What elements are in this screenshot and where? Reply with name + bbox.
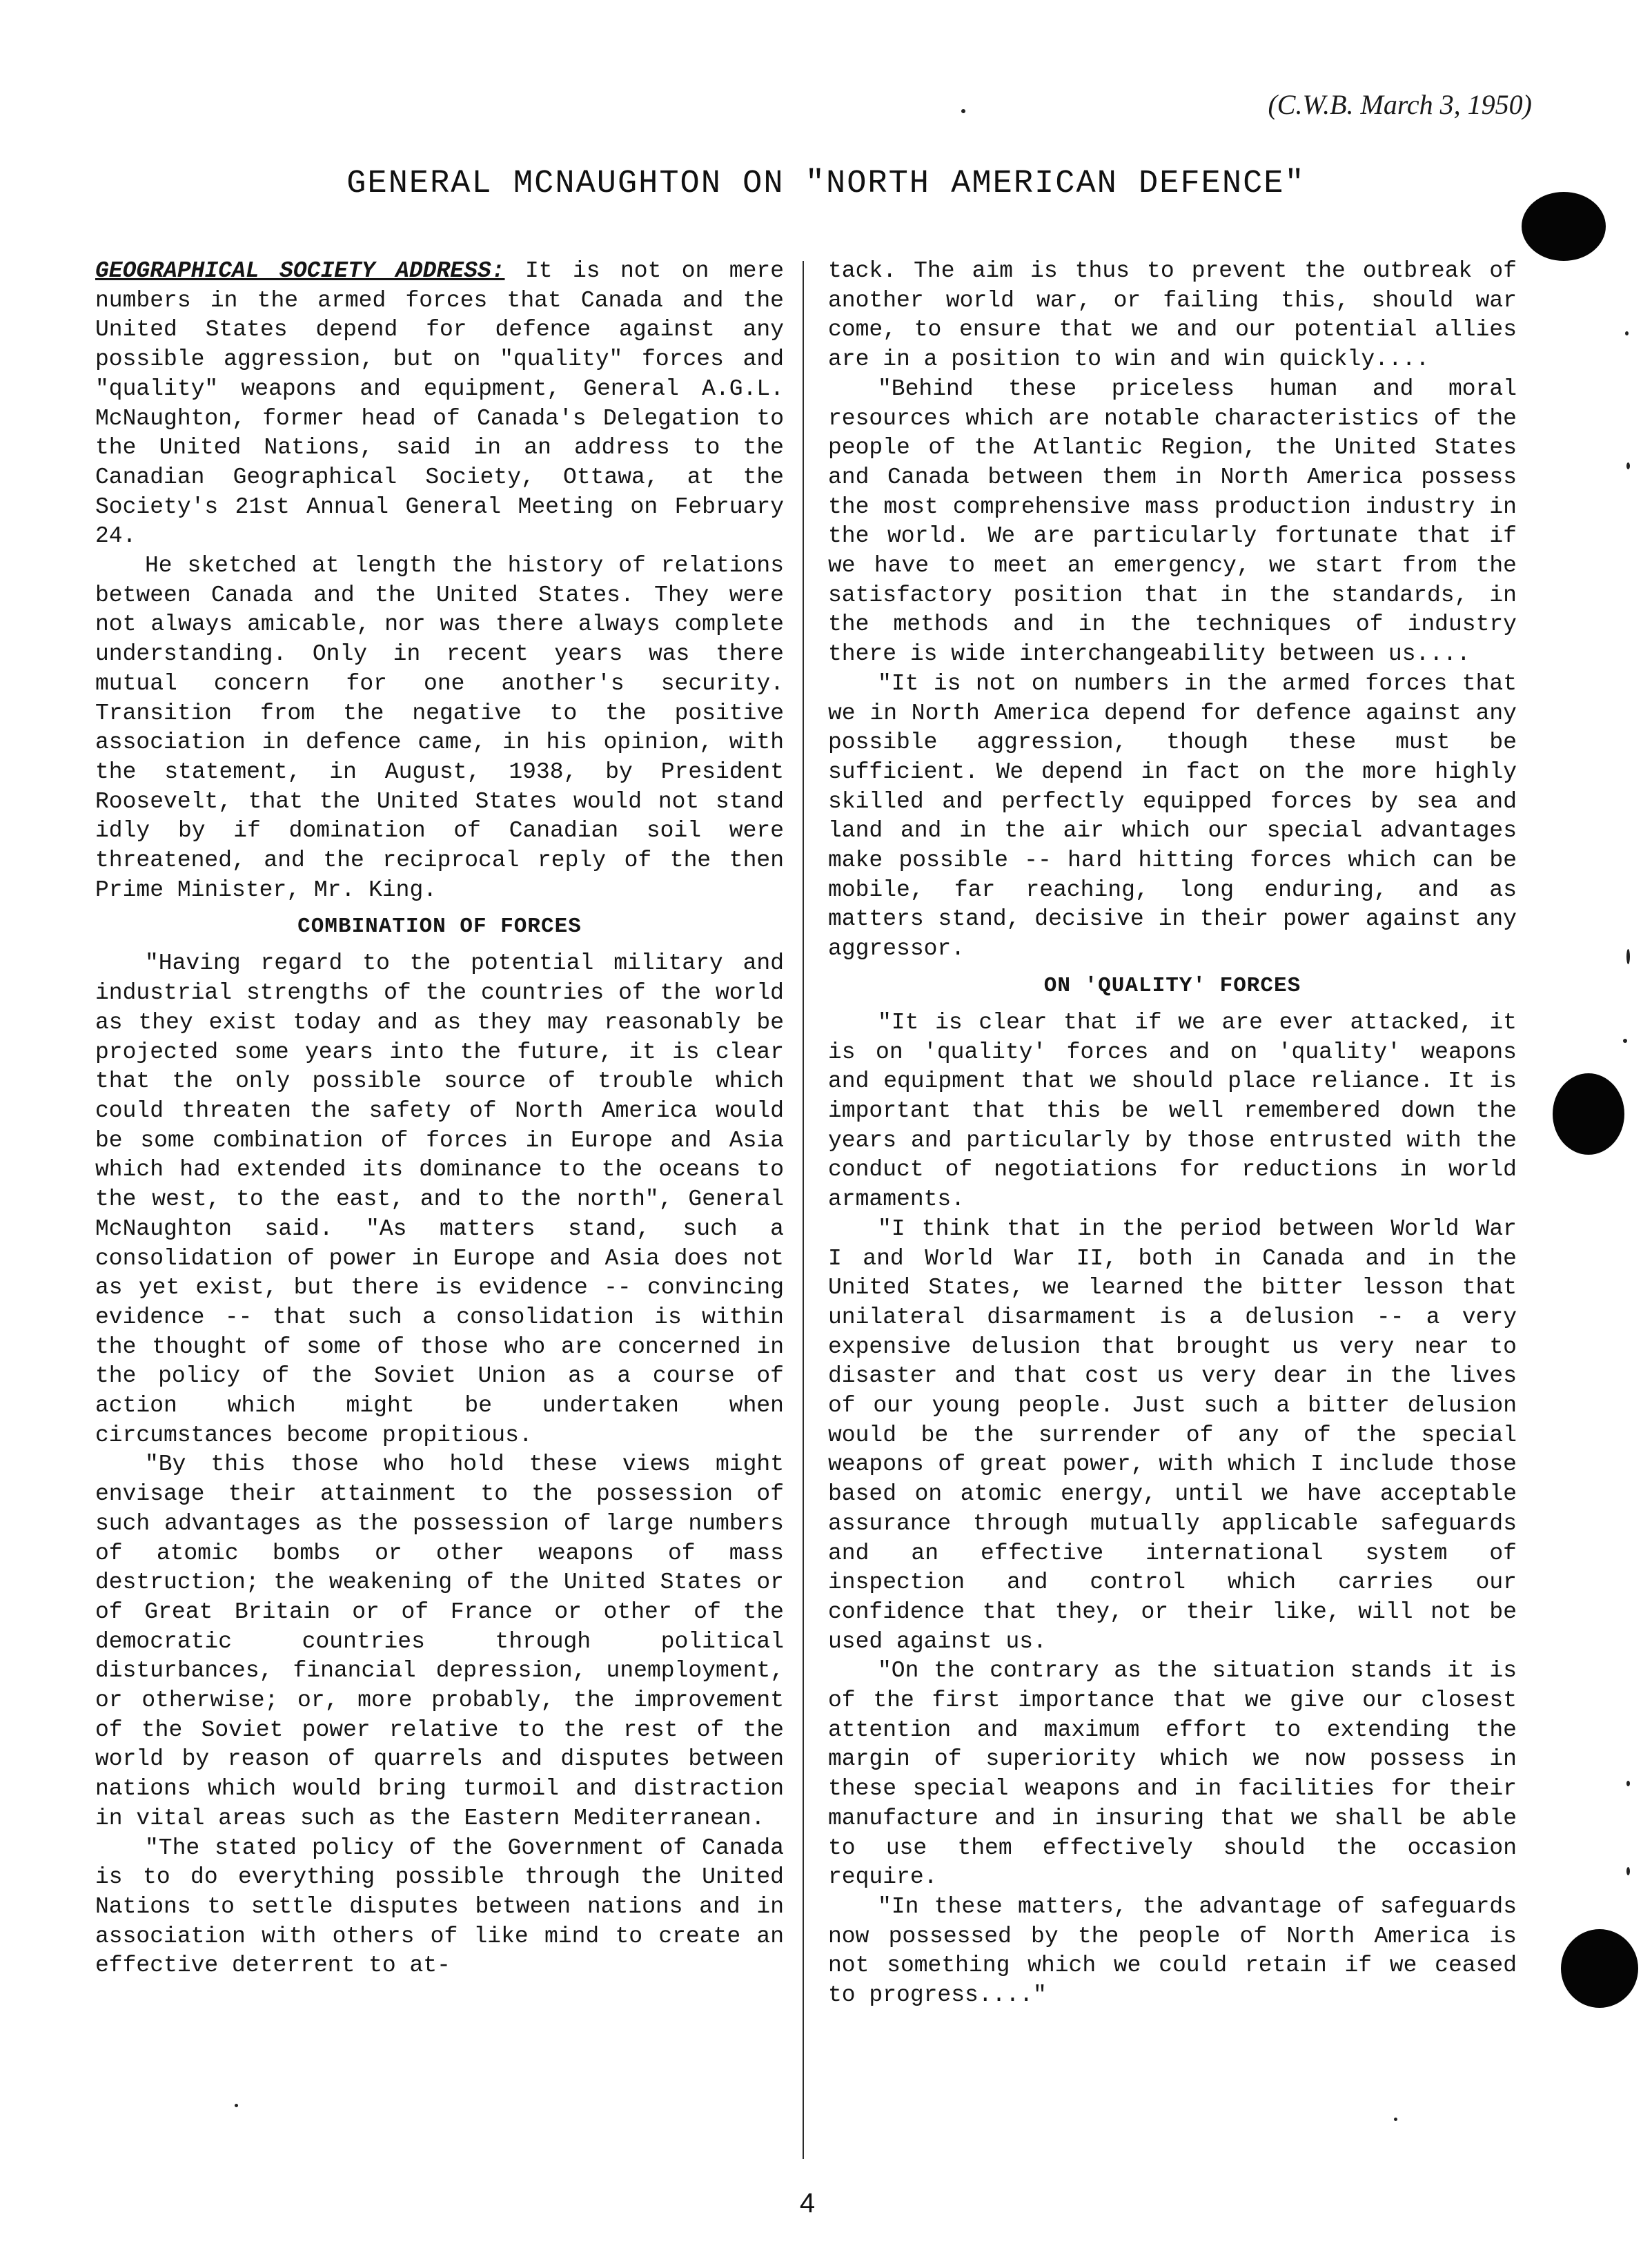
paragraph: "Having regard to the potential military and industrial strengths of the countries of the world as they exist today and as they may reasonably be projected some years into the future, it is clear that the only possible source of trouble which could threaten the safety of North America would be some combination of forces in Europe and Asia which had extended its dominance to the oceans to the west, to the east, and to the north", General McNaughton said. "As matters stand, such a consolidation of power in Europe and Asia does not as yet exist, but there is evidence -- convincing evidence -- that such a consolidation is within the thought of some of those who are concerned in the policy of the Soviet Union as a course of action which might be undertaken when circumstances become propitious. <box>95 950 784 1448</box>
scan-speck <box>961 109 965 113</box>
left-column <box>95 257 784 1981</box>
paragraph: tack. The aim is thus to prevent the outbreak of another world war, or failing this, should war come, to ensure that we and our potential allies are in a position to win and win quickly.... <box>828 258 1517 373</box>
punch-hole-bottom <box>1561 1929 1638 2008</box>
punch-hole-top <box>1522 192 1606 261</box>
paragraph: "Behind these priceless human and moral resources which are notable characteristics of the people of the Atlantic Region, the United States and Canada between them in North America possess the most comprehensive mass production industry in the world. We are particularly fortunate that if we have to meet an emergency, we start from the satisfactory position that in the standards, in the methods and in the techniques of industry there is wide interchangeability between us.... <box>828 375 1517 667</box>
scan-speck <box>1626 1781 1630 1786</box>
scan-speck <box>1623 1039 1627 1043</box>
page-number: 4 <box>799 2188 816 2218</box>
punch-hole-middle <box>1553 1073 1624 1155</box>
page-title: GENERAL MCNAUGHTON ON "NORTH AMERICAN DEFENCE" <box>346 166 1306 202</box>
paragraph: "By this those who hold these views might envisage their attainment to the possession of such advantages as the possession of large numbers of atomic bombs or other weapons of mass destruction; the weakening of the United States or of Great Britain or of France or other of the democratic countries through political disturbances, financial depression, unemployment, or otherwise; or, more probably, the improvement of the Soviet power relative to the rest of the world by reason of quarrels and disputes between nations which would bring turmoil and distraction in vital areas such as the Eastern Mediterranean. <box>95 1452 784 1831</box>
paragraph: "It is not on numbers in the armed forces that we in North America depend for defence against any possible aggression, though these must be sufficient. We depend in fact on the more highly skilled and perfectly equipped forces by sea and land and in the air which our special advantages make possible -- hard hitting forces which can be mobile, far reaching, long enduring, and as matters stand, decisive in their power against any aggressor. <box>828 670 1517 962</box>
paragraph: "On the contrary as the situation stands it is of the first importance that we give our closest attention and maximum effort to extending the margin of superiority which we now possess in these special weapons and in facilities for their manufacture and in insuring that we shall be able to use them effectively should the occasion require. <box>828 1658 1517 1890</box>
section-heading: COMBINATION OF FORCES <box>297 915 582 939</box>
paragraph: "I think that in the period between World War I and World War II, both in Canada and in the United States, we learned the bitter lesson that unilateral disarmament is a delusion -- a very expensive delusion that brought us very near to disaster and that cost us very dear in the lives of our young people. Just such a bitter delusion would be the surrender of any of the special weapons of great power, with which I include those based on atomic energy, until we have acceptable assurance through mutually applicable safeguards and an effective international system of inspection and control which carries our confidence that they, or their like, will not be used against us. <box>828 1215 1517 1654</box>
paragraph: He sketched at length the history of relations between Canada and the United States. They were not always amicable, nor was there always complete understanding. Only in recent years was there mutual concern for one another's security. Transition from the negative to the positive association in defence came, in his opinion, with the statement, in August, 1938, by President Roosevelt, that the United States would not stand idly by if domination of Canadian soil were threatened, and the reciprocal reply of the then Prime Minister, Mr. King. <box>95 553 784 903</box>
lead-in-heading: GEOGRAPHICAL SOCIETY ADDRESS: <box>95 258 505 284</box>
paragraph: "The stated policy of the Government of Canada is to do everything possible through the United Nations to settle disputes between nations and in association with others of like mind to create an effective deterrent to at- <box>95 1835 784 1979</box>
paragraph: "In these matters, the advantage of safeguards now possessed by the people of North America is not something which we could retain if we ceased to progress...." <box>828 1893 1517 2009</box>
scan-speck <box>1626 1867 1630 1875</box>
paragraph: "It is clear that if we are ever attacked, it is on 'quality' forces and on 'quality' weapons and equipment that we should place reliance. It is important that this be well remembered down the years and particularly by those entrusted with the conduct of negotiations for reductions in world armaments. <box>828 1009 1517 1213</box>
paragraph <box>95 257 784 551</box>
scan-speck <box>235 2104 238 2107</box>
paragraph-text: It is not on mere numbers in the armed forces that Canada and the United States depend for defence against any possible aggression, but on "quality" forces and "quality" weapons and equipment, General A.G.L. McNaughton, former head of Canada's Delegation to the United Nations, said in an address to the Canadian Geographical Society, Ottawa, at the Society's 21st Annual General Meeting on February 24. <box>95 258 785 549</box>
scan-speck <box>1626 949 1630 964</box>
right-column <box>828 257 1517 2011</box>
scan-speck <box>1626 462 1630 469</box>
bulletin-reference: (C.W.B. March 3, 1950) <box>1268 89 1532 120</box>
column-divider <box>803 261 804 2159</box>
scan-speck <box>1625 331 1629 335</box>
scan-speck <box>1394 2118 1397 2121</box>
section-heading: ON 'QUALITY' FORCES <box>1043 973 1301 998</box>
